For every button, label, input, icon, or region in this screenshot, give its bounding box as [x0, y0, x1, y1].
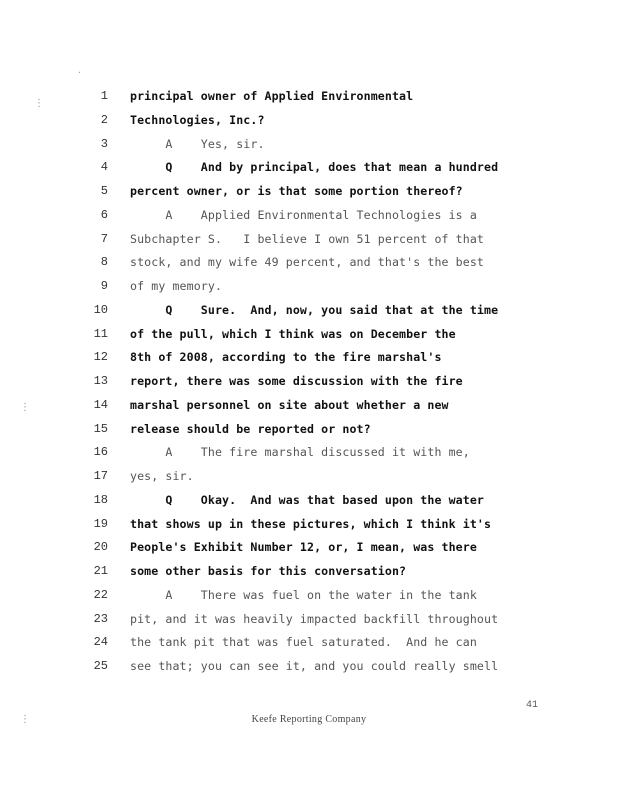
scan-speck: ⋮: [34, 98, 44, 109]
transcript-line: [0, 441, 618, 463]
transcript-line: [0, 346, 618, 368]
line-text: A Yes, sir.: [130, 136, 265, 151]
line-text: Q Okay. And was that based upon the water: [130, 492, 485, 507]
line-number: 14: [93, 397, 108, 412]
transcript-line: [0, 204, 618, 226]
transcript-line: [0, 323, 618, 345]
transcript-line: [0, 560, 618, 582]
line-number: 5: [100, 184, 108, 198]
line-text: that shows up in these pictures, which I think it's: [130, 516, 492, 531]
line-text: 8th of 2008, according to the fire marshal's: [130, 350, 442, 365]
transcript-line: [0, 489, 618, 511]
line-number: 12: [93, 350, 108, 365]
line-number: 6: [100, 207, 108, 222]
line-text: yes, sir.: [130, 469, 194, 483]
line-number: 25: [93, 659, 108, 673]
transcript-line: [0, 180, 618, 202]
transcript-line: [0, 85, 618, 107]
transcript-line: [0, 299, 618, 321]
line-text: see that; you can see it, and you could really smell: [130, 659, 499, 673]
line-number: 18: [93, 492, 108, 507]
line-text: A Applied Environmental Technologies is a: [130, 207, 477, 222]
transcript-line: [0, 655, 618, 677]
line-number: 1: [100, 89, 108, 103]
line-text: marshal personnel on site about whether a new: [130, 397, 449, 412]
line-number: 20: [93, 540, 108, 555]
line-text: Technologies, Inc.?: [130, 112, 265, 127]
line-text: Q And by principal, does that mean a hundred: [130, 160, 499, 175]
transcript-line: [0, 133, 618, 155]
line-text: A There was fuel on the water in the tank: [130, 587, 477, 602]
transcript-line: [0, 536, 618, 558]
scan-speck: ⋮: [20, 714, 30, 725]
page-number: 41: [525, 700, 538, 711]
line-number: 3: [100, 136, 108, 151]
line-number: 10: [93, 302, 108, 317]
transcript-line: [0, 513, 618, 535]
footer-reporting-company: Keefe Reporting Company: [251, 714, 367, 725]
line-text: of the pull, which I think was on December the: [130, 326, 456, 341]
transcript-line: [0, 156, 618, 178]
transcript-line: [0, 631, 618, 653]
line-text: stock, and my wife 49 percent, and that's the best: [130, 255, 485, 270]
line-text: some other basis for this conversation?: [130, 564, 407, 578]
scan-speck: ⋮: [20, 402, 30, 413]
line-number: 7: [100, 231, 108, 246]
line-number: 23: [93, 611, 108, 626]
line-number: 24: [93, 635, 108, 650]
line-text: the tank pit that was fuel saturated. And he can: [130, 635, 477, 650]
transcript-line: [0, 275, 618, 297]
line-text: People's Exhibit Number 12, or, I mean, was there: [130, 540, 477, 555]
line-number: 2: [100, 112, 108, 127]
line-number: 4: [100, 160, 108, 175]
line-number: 19: [93, 516, 108, 531]
line-text: release should be reported or not?: [130, 421, 371, 436]
line-number: 16: [93, 445, 108, 460]
transcript-line: [0, 394, 618, 416]
transcript-line: [0, 465, 618, 487]
line-number: 11: [93, 326, 108, 341]
line-number: 8: [100, 255, 108, 270]
line-number: 15: [93, 421, 108, 436]
line-text: pit, and it was heavily impacted backfill throughout: [130, 611, 499, 626]
line-text: report, there was some discussion with the fire: [130, 374, 463, 388]
transcript-line: [0, 228, 618, 250]
transcript-line: [0, 584, 618, 606]
line-number: 9: [100, 279, 108, 293]
line-text: Q Sure. And, now, you said that at the time: [130, 302, 499, 317]
line-number: 22: [93, 587, 108, 602]
line-text: percent owner, or is that some portion thereof?: [130, 184, 463, 198]
transcript-line: [0, 370, 618, 392]
line-text: principal owner of Applied Environmental: [130, 89, 414, 103]
transcript-line: [0, 418, 618, 440]
line-number: 13: [93, 374, 108, 388]
transcript-line: [0, 608, 618, 630]
line-text: A The fire marshal discussed it with me,: [130, 445, 470, 460]
line-number: 21: [93, 564, 108, 578]
line-text: Subchapter S. I believe I own 51 percent of that: [130, 231, 485, 246]
scan-speck: ·: [78, 68, 82, 79]
line-text: of my memory.: [130, 279, 223, 293]
transcript-line: [0, 251, 618, 273]
transcript-line: [0, 109, 618, 131]
line-number: 17: [93, 469, 108, 483]
